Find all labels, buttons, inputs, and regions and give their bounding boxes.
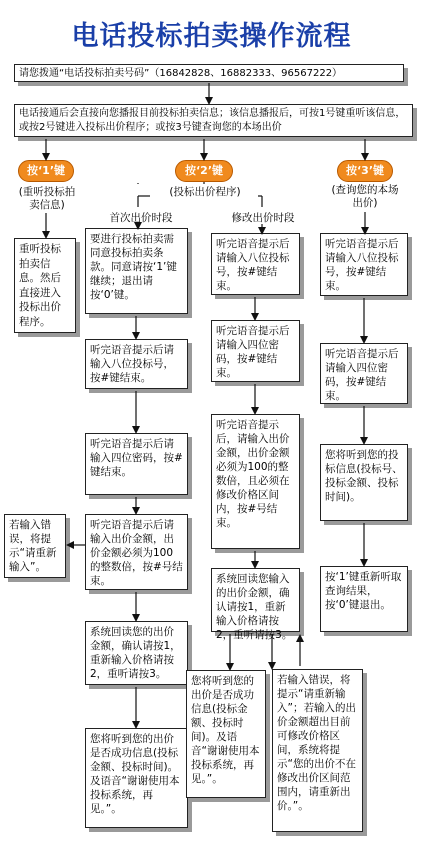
- col3-password-box: 听完语音提示后请输入四位密码，按#键结束。: [211, 320, 300, 382]
- first-bid-label: 首次出价时段: [109, 212, 173, 224]
- col1-replay-box: 重听投标拍卖信息。然后直接进入投标出价程序。: [14, 238, 76, 333]
- key-2-pill: 按‘2’键: [175, 160, 233, 182]
- intro-box: 电话接通后会直接向您播报目前投标拍卖信息；该信息播报后，可按1号键重听该信息，或按2号键进入投标出价程序；或按3号键查询您的本场出价: [14, 104, 413, 137]
- col3-bid-number-box: 听完语音提示后请输入八位投标号，按#键结束。: [211, 233, 300, 295]
- col4-password-box: 听完语音提示后请输入四位密码，按#键结束。: [320, 343, 408, 404]
- col2-bid-amount-box: 听完语音提示后请输入出价金额，出价金额必须为100的整数倍，按#号结束。: [85, 514, 188, 590]
- key-3-pill: 按‘3’键: [337, 160, 393, 182]
- key-3-desc: (查询您的本场出价): [331, 184, 399, 209]
- col4-bid-number-box: 听完语音提示后请输入八位投标号，按#键结束。: [320, 233, 408, 296]
- col2-result-box: 您将听到您的出价是否成功信息(投标金额、投标时间)。及语音“谢谢使用本投标系统，再见。”。: [85, 728, 188, 828]
- page-title: 电话投标拍卖操作流程: [71, 21, 352, 52]
- key-1-pill: 按‘1’键: [18, 160, 74, 182]
- col3-error-box: 若输入错误，将提示“请重新输入”；若输入的出价金额超出目前可修改价格区间，系统将提示“您的出价不在修改出价区间范围内，请重新出价。”。: [272, 669, 363, 832]
- col2-confirm-box: 系统回读您的出价金额，确认请按1，重新输入价格请按2，重听请按3。: [85, 621, 188, 685]
- col2-terms-box: 要进行投标拍卖需同意投标拍卖条款。同意请按‘1’键继续；退出请按‘0’键。: [85, 228, 188, 314]
- left-error-note: 若输入错误，将提示“请重新输入”。: [4, 514, 66, 578]
- col3-result-box: 您将听到您的出价是否成功信息(投标金额、投标时间)。及语音“谢谢使用本投标系统，再见。”。: [186, 670, 266, 798]
- dial-box: 请您拨通“电话投标拍卖号码”（16842828、16882333、96567222）: [14, 64, 404, 82]
- key-1-desc: (重听投标拍卖信息): [18, 186, 76, 211]
- col2-bid-number-box: 听完语音提示后请输入八位投标号，按#键结束。: [85, 339, 188, 389]
- key-2-desc: (投标出价程序): [169, 186, 241, 198]
- col2-password-box: 听完语音提示后请输入四位密码，按#键结束。: [85, 433, 188, 495]
- col3-bid-amount-box: 听完语音提示后，请输入出价金额，出价金额必须为100的整数倍，且必须在修改价格区间内，按#号结束。: [211, 414, 300, 549]
- col3-confirm-box: 系统回读您输入的出价金额，确认请按1，重新输入价格请按2，重听请按3。: [211, 568, 300, 632]
- col4-requery-box: 按‘1’键重新听取查询结果，按‘0’键退出。: [320, 566, 408, 632]
- modify-bid-label: 修改出价时段: [231, 212, 295, 224]
- col4-info-box: 您将听到您的投标信息(投标号、投标金额、投标时间)。: [320, 444, 408, 521]
